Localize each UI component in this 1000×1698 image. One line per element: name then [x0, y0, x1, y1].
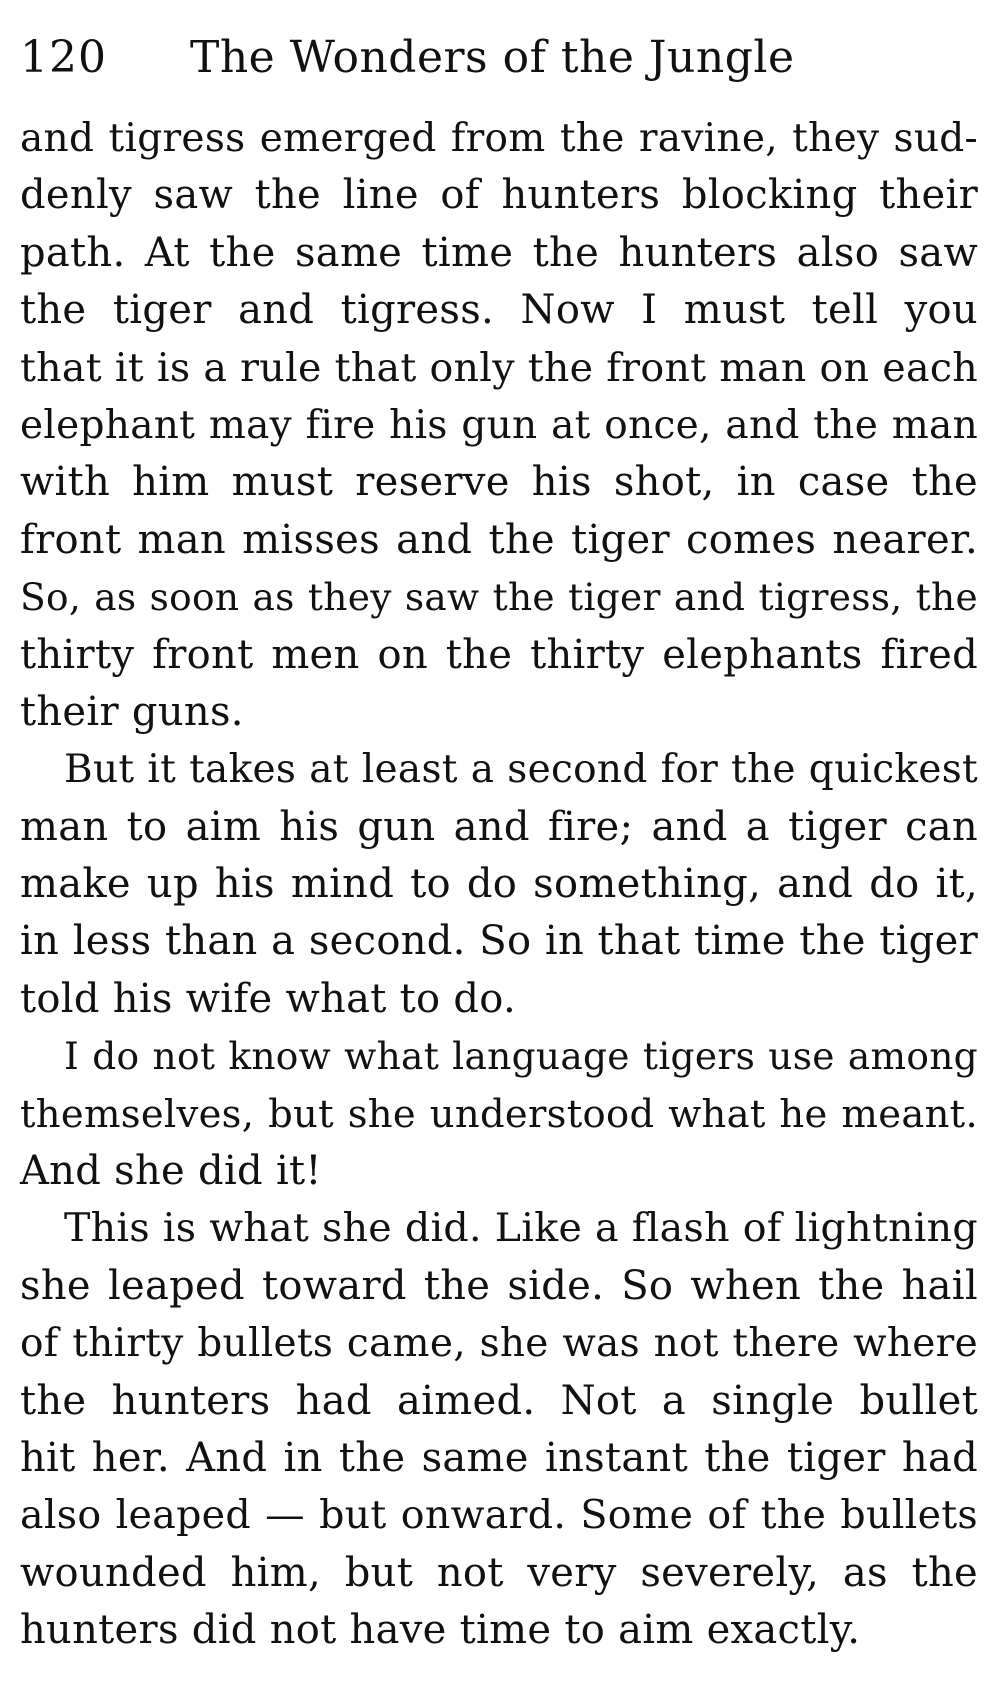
text-line: hunters did not have time to aim exactly.	[20, 1607, 861, 1654]
text-line: their guns.	[20, 688, 244, 735]
text-line: in less than a second. So in that time the tiger	[20, 918, 978, 965]
text-line: hit her. And in the same instant the tiger had	[20, 1434, 978, 1481]
text-line: of thirty bullets came, she was not there where	[20, 1321, 978, 1367]
text-line: So, as soon as they saw the tiger and tigress, the	[20, 575, 978, 620]
text-line: also leaped — but onward. Some of the bullets	[20, 1492, 978, 1539]
running-title: The Wonders of the Jungle	[190, 32, 795, 83]
text-line: This is what she did. Like a flash of lightning	[64, 1205, 978, 1252]
paragraph-1	[20, 110, 978, 741]
page-number: 120	[20, 32, 107, 83]
text-line: she leaped toward the side. So when the hail	[20, 1262, 978, 1309]
paragraph-4	[20, 1200, 978, 1659]
text-line: But it takes at least a second for the quickest	[64, 747, 978, 793]
text-line: thirty front men on the thirty elephants fired	[20, 631, 978, 678]
text-line: with him must reserve his shot, in case the	[20, 459, 978, 506]
text-line: the tiger and tigress. Now I must tell you	[20, 287, 978, 334]
text-line: front man misses and the tiger comes nearer.	[20, 516, 978, 563]
text-line: I do not know what language tigers use among	[64, 1034, 978, 1079]
text-line: themselves, but she understood what he meant.	[20, 1091, 978, 1137]
body-text	[20, 110, 978, 1660]
text-line: And she did it!	[20, 1148, 322, 1195]
text-line: elephant may fire his gun at once, and the man	[20, 402, 978, 448]
text-line: and tigress emerged from the ravine, they sud-	[20, 116, 978, 161]
paragraph-3	[20, 1028, 978, 1200]
text-line: man to aim his gun and fire; and a tiger can	[20, 803, 978, 850]
text-line: that it is a rule that only the front man on each	[20, 344, 978, 391]
text-line: the hunters had aimed. Not a single bullet	[20, 1377, 978, 1424]
text-line: told his wife what to do.	[20, 975, 516, 1022]
paragraph-2	[20, 741, 978, 1028]
text-line: path. At the same time the hunters also saw	[20, 229, 978, 276]
text-line: wounded him, but not very severely, as the	[20, 1549, 978, 1596]
text-line: denly saw the line of hunters blocking their	[20, 172, 978, 219]
text-line: make up his mind to do something, and do it,	[20, 861, 978, 908]
running-head	[20, 28, 794, 88]
book-page	[20, 0, 978, 1698]
